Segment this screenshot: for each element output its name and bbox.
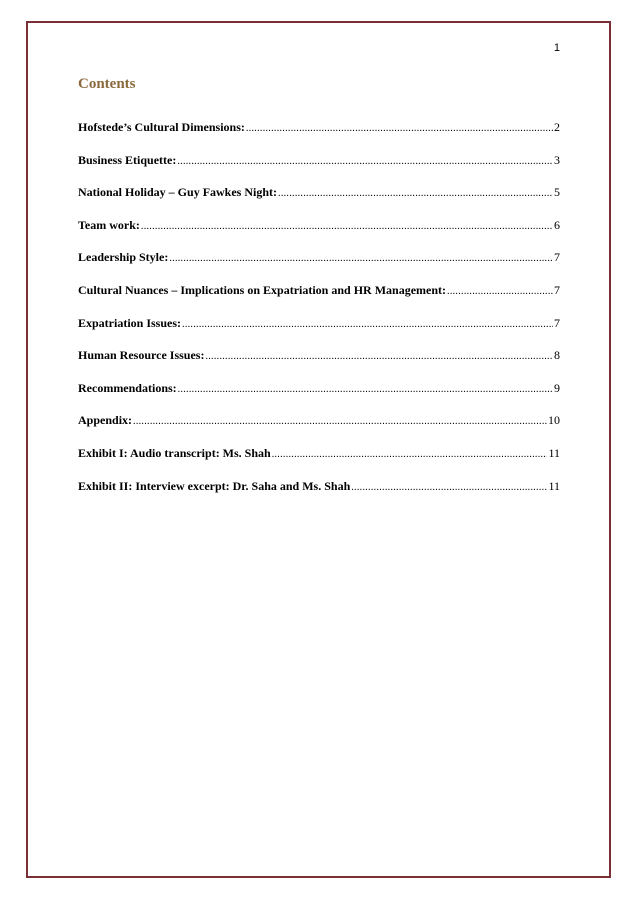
toc-entry-page: 7 (554, 250, 560, 265)
toc-entry[interactable] (78, 316, 560, 349)
toc-dot-leader (169, 252, 553, 266)
toc-dot-leader (182, 318, 553, 332)
toc-entry[interactable] (78, 153, 560, 186)
toc-entry-title: National Holiday – Guy Fawkes Night: (78, 185, 278, 200)
toc-dot-leader (278, 187, 553, 201)
toc-entry-page: 7 (554, 282, 560, 297)
toc-entry-page: 9 (554, 380, 560, 395)
toc-entry-title: Expatriation Issues: (78, 315, 182, 330)
toc-entry[interactable] (78, 218, 560, 251)
toc-entry-title: Appendix: (78, 413, 133, 428)
toc-entry-page: 5 (554, 185, 560, 200)
toc-entry-page: 6 (554, 217, 560, 232)
toc-entry[interactable] (78, 413, 560, 446)
toc-dot-leader (272, 448, 548, 462)
toc-entry-title: Team work: (78, 217, 140, 232)
toc-entry[interactable] (78, 120, 560, 153)
toc-dot-leader (141, 220, 553, 234)
toc-dot-leader (447, 285, 553, 299)
table-of-contents (78, 120, 560, 511)
toc-entry[interactable] (78, 250, 560, 283)
toc-entry-title: Recommendations: (78, 380, 177, 395)
toc-entry-page: 11 (548, 445, 560, 460)
toc-entry-title: Exhibit II: Interview excerpt: Dr. Saha and Ms. Shah (78, 478, 351, 493)
toc-dot-leader (205, 350, 553, 364)
toc-entry-page: 8 (554, 348, 560, 363)
toc-entry-title: Business Etiquette: (78, 152, 177, 167)
toc-entry[interactable] (78, 283, 560, 316)
toc-entry[interactable] (78, 446, 560, 479)
toc-entry[interactable] (78, 348, 560, 381)
toc-entry[interactable] (78, 185, 560, 218)
toc-entry-title: Exhibit I: Audio transcript: Ms. Shah (78, 445, 271, 460)
toc-entry-page: 2 (554, 120, 560, 134)
toc-entry-title: Hofstede’s Cultural Dimensions: (78, 120, 245, 134)
toc-dot-leader (351, 481, 547, 495)
toc-entry[interactable] (78, 479, 560, 512)
toc-entry[interactable] (78, 381, 560, 414)
toc-dot-leader (246, 122, 553, 136)
toc-entry-page: 3 (554, 152, 560, 167)
toc-entry-title: Cultural Nuances – Implications on Expatriation and HR Management: (78, 282, 447, 297)
toc-heading: Contents (78, 76, 136, 92)
toc-dot-leader (177, 155, 553, 169)
toc-dot-leader (178, 383, 553, 397)
toc-dot-leader (133, 415, 547, 429)
toc-entry-page: 10 (548, 413, 560, 428)
toc-entry-page: 7 (554, 315, 560, 330)
toc-entry-title: Human Resource Issues: (78, 348, 205, 363)
page-number: 1 (553, 42, 560, 54)
toc-entry-page: 11 (548, 478, 560, 493)
toc-entry-title: Leadership Style: (78, 250, 169, 265)
